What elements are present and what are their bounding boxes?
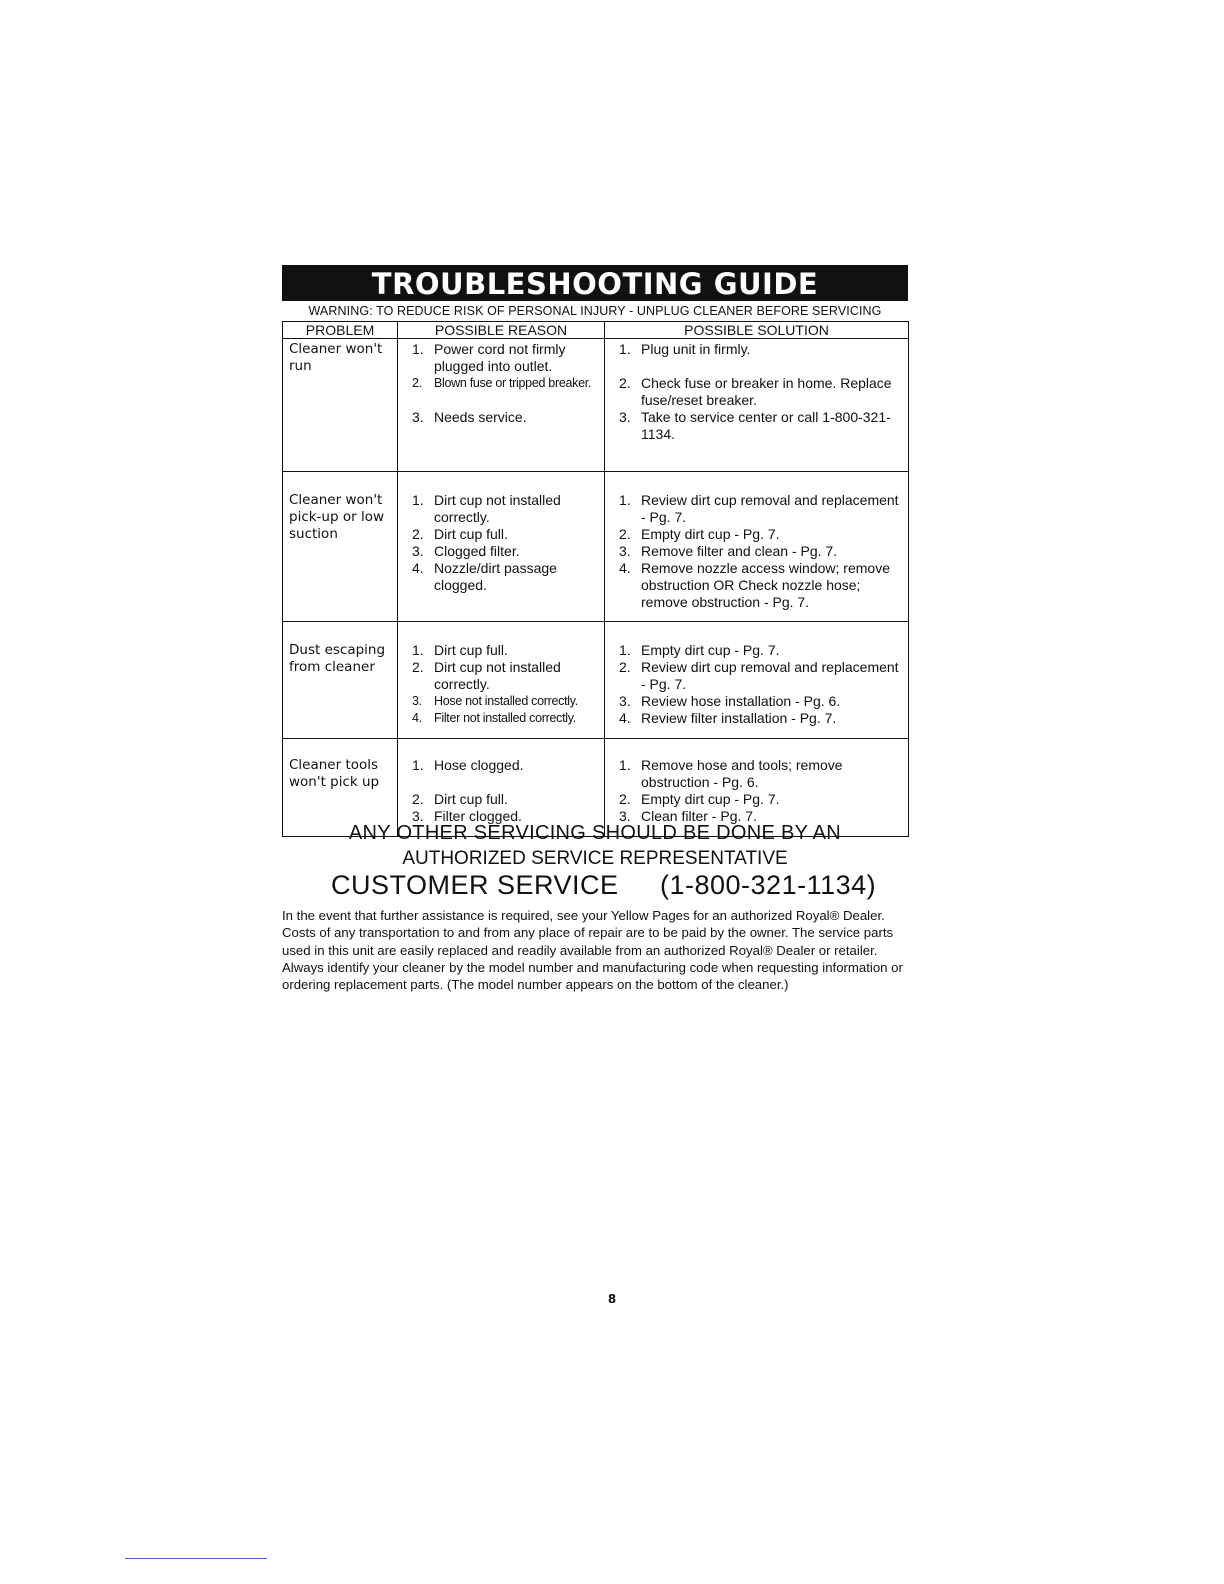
servicing-notice-line2: AUTHORIZED SERVICE REPRESENTATIVE: [402, 848, 788, 869]
list-item: 2. Empty dirt cup - Pg. 7.: [619, 791, 780, 807]
table-row: [283, 339, 909, 472]
header-solution: POSSIBLE SOLUTION: [605, 322, 909, 339]
customer-service-label: CUSTOMER SERVICE: [331, 870, 619, 900]
page-number: 8: [607, 1292, 617, 1306]
problem-cell: Dust escaping from cleaner: [283, 622, 398, 739]
list-item: 4. Filter not installed correctly.: [412, 711, 576, 725]
list-item: 2. Dirt cup not installed correctly.: [412, 659, 561, 692]
reason-cell: [398, 622, 605, 739]
list-item: 1. Plug unit in firmly.: [619, 341, 751, 357]
list-item: 2. Blown fuse or tripped breaker.: [412, 376, 592, 390]
customer-service-phone: (1-800-321-1134): [660, 870, 877, 900]
list-item: 3. Filter clogged.: [412, 808, 522, 824]
reason-cell: [398, 472, 605, 622]
list-item: 1. Review dirt cup removal and replacement - Pg. 7.: [619, 492, 899, 525]
list-item: 2. Dirt cup full.: [412, 526, 508, 542]
service-paragraph: In the event that further assistance is required, see your Yellow Pages for an authorized Royal® Dealer. Costs of any transportation to and from any place of repair are to be paid by the owner. The service parts used in this unit are easily replaced and readily available from an authorized Royal® Dealer or retailer. Always identify your cleaner by the model number and manufacturing code when requesting information or ordering replacement parts. (The model number appears on the bottom of the cleaner.): [282, 908, 903, 993]
list-item: 2. Check fuse or breaker in home. Replace fuse/reset breaker.: [619, 375, 892, 408]
list-item: 3. Clean filter - Pg. 7.: [619, 808, 757, 824]
solution-cell: [605, 472, 909, 622]
list-item: 1. Empty dirt cup - Pg. 7.: [619, 642, 780, 658]
table-row: [283, 622, 909, 739]
footer-divider: [125, 1558, 267, 1559]
list-item: 4. Remove nozzle access window; remove obstruction OR Check nozzle hose; remove obstruction - Pg. 7.: [619, 560, 890, 610]
header-problem: PROBLEM: [283, 322, 398, 339]
list-item: 1. Power cord not firmly plugged into outlet.: [412, 341, 566, 374]
table-row: [283, 472, 909, 622]
page-title: TROUBLESHOOTING GUIDE: [282, 265, 908, 301]
table-header-row: [283, 322, 909, 339]
solution-cell: [605, 339, 909, 472]
solution-cell: [605, 622, 909, 739]
list-item: 1. Dirt cup full.: [412, 642, 508, 658]
problem-cell: Cleaner won't run: [283, 339, 398, 472]
list-item: 2. Dirt cup full.: [412, 791, 508, 807]
list-item: 3. Review hose installation - Pg. 6.: [619, 693, 841, 709]
list-item: 1. Dirt cup not installed correctly.: [412, 492, 561, 525]
troubleshooting-table: [282, 321, 909, 837]
header-reason: POSSIBLE REASON: [398, 322, 605, 339]
problem-cell: Cleaner tools won't pick up: [283, 739, 398, 837]
list-item: 2. Empty dirt cup - Pg. 7.: [619, 526, 780, 542]
list-item: 4. Review filter installation - Pg. 7.: [619, 710, 837, 726]
list-item: 3. Remove filter and clean - Pg. 7.: [619, 543, 838, 559]
list-item: 2. Review dirt cup removal and replacement - Pg. 7.: [619, 659, 899, 692]
list-item: 3. Hose not installed correctly.: [412, 694, 578, 708]
reason-cell: [398, 339, 605, 472]
problem-cell: Cleaner won't pick-up or low suction: [283, 472, 398, 622]
warning-text: WARNING: TO REDUCE RISK OF PERSONAL INJURY - UNPLUG CLEANER BEFORE SERVICING: [308, 304, 882, 318]
list-item: 3. Take to service center or call 1-800-321-1134.: [619, 409, 891, 442]
list-item: 4. Nozzle/dirt passage clogged.: [412, 560, 557, 593]
list-item: 3. Needs service.: [412, 409, 527, 425]
list-item: 3. Clogged filter.: [412, 543, 520, 559]
list-item: 1. Remove hose and tools; remove obstruction - Pg. 6.: [619, 757, 843, 790]
servicing-notice: ANY OTHER SERVICING SHOULD BE DONE BY AN: [348, 822, 842, 844]
list-item: 1. Hose clogged.: [412, 757, 524, 773]
